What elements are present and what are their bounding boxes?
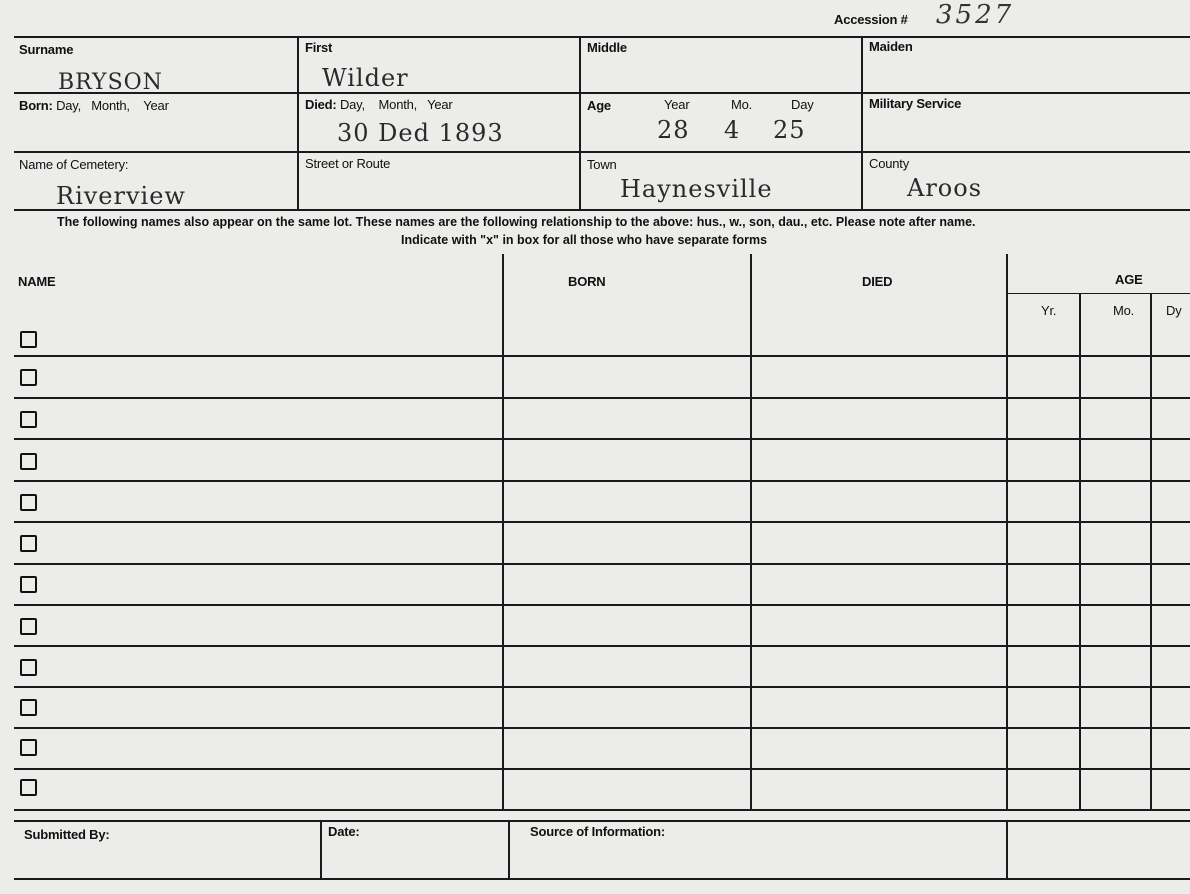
accession-label: Accession # <box>834 12 908 27</box>
row2-border <box>14 151 1190 153</box>
county-value: Aroos <box>907 174 983 202</box>
surname-label: Surname <box>19 42 74 57</box>
first-value: Wilder <box>322 64 409 92</box>
table-row-line <box>14 397 1190 399</box>
row1-border <box>14 92 1190 94</box>
died-column-header: DIED <box>862 274 893 289</box>
top-col-divider-3 <box>861 36 863 211</box>
born-sublabel: Day, Month, Year <box>56 98 169 113</box>
age-label: Age <box>587 98 611 113</box>
age-month-label: Mo. <box>731 97 753 112</box>
town-label: Town <box>587 157 617 172</box>
table-row-line <box>14 563 1190 565</box>
surname-value: BRYSON <box>58 70 163 95</box>
age-day-value: 25 <box>773 116 806 144</box>
separate-form-checkbox[interactable] <box>20 535 37 552</box>
table-row-line <box>14 438 1190 440</box>
military-service-label: Military Service <box>869 96 962 111</box>
died-sublabel: Day, Month, Year <box>339 97 453 112</box>
age-year-label: Year <box>664 97 690 112</box>
table-row-line <box>14 645 1190 647</box>
separate-form-checkbox[interactable] <box>20 494 37 511</box>
footer-top-border <box>14 820 1190 822</box>
age-month-value: 4 <box>724 116 741 144</box>
separate-form-checkbox[interactable] <box>20 411 37 428</box>
separate-form-checkbox[interactable] <box>20 576 37 593</box>
age-mo-header: Mo. <box>1113 303 1135 318</box>
age-year-value: 28 <box>657 116 690 144</box>
table-bottom-border <box>14 809 1190 811</box>
separate-form-checkbox[interactable] <box>20 331 37 348</box>
row3-border <box>14 209 1190 211</box>
street-label: Street or Route <box>305 156 391 171</box>
separate-form-checkbox[interactable] <box>20 659 37 676</box>
table-col-divider-yr <box>1079 293 1081 811</box>
table-row-line <box>14 727 1190 729</box>
form-top-border <box>14 36 1190 38</box>
age-column-header: AGE <box>1115 272 1143 287</box>
top-col-divider-2 <box>579 36 581 211</box>
footer-divider-2 <box>508 820 510 880</box>
table-row-line <box>14 686 1190 688</box>
cemetery-label: Name of Cemetery: <box>19 157 129 172</box>
table-row-line <box>14 604 1190 606</box>
separate-form-checkbox[interactable] <box>20 699 37 716</box>
separate-form-checkbox[interactable] <box>20 739 37 756</box>
cemetery-value: Riverview <box>56 182 186 210</box>
age-yr-header: Yr. <box>1041 303 1057 318</box>
maiden-label: Maiden <box>869 39 913 54</box>
separate-form-checkbox[interactable] <box>20 453 37 470</box>
county-label: County <box>869 156 909 171</box>
submitted-by-label: Submitted By: <box>24 827 110 842</box>
died-value: 30 Ded 1893 <box>337 119 504 147</box>
age-dy-header: Dy <box>1166 303 1182 318</box>
table-row-line <box>14 480 1190 482</box>
separate-form-checkbox[interactable] <box>20 369 37 386</box>
table-row-line <box>14 355 1190 357</box>
first-label: First <box>305 40 333 55</box>
name-column-header: NAME <box>18 274 56 289</box>
footer-divider-3 <box>1006 820 1008 880</box>
table-row-line <box>14 521 1190 523</box>
town-value: Haynesville <box>620 175 773 203</box>
accession-number: 3527 <box>936 0 1015 30</box>
source-of-information-label: Source of Information: <box>530 824 665 839</box>
age-day-label: Day <box>791 97 814 112</box>
born-label <box>19 98 169 113</box>
born-column-header: BORN <box>568 274 606 289</box>
died-label <box>305 97 453 112</box>
date-label: Date: <box>328 824 360 839</box>
instruction-line-2: Indicate with "x" in box for all those who have separate forms <box>401 233 768 247</box>
separate-form-checkbox[interactable] <box>20 779 37 796</box>
table-col-divider-mo <box>1150 293 1152 811</box>
died-label-main: Died: <box>305 97 337 112</box>
age-subheader-border <box>1006 293 1190 294</box>
born-label-main: Born: <box>19 98 53 113</box>
table-row-line <box>14 768 1190 770</box>
instruction-line-1: The following names also appear on the same lot. These names are the following relationship to the above: hus., w., son, dau., etc. Please note after name. <box>57 215 976 229</box>
top-col-divider-1 <box>297 36 299 211</box>
separate-form-checkbox[interactable] <box>20 618 37 635</box>
footer-bottom-border <box>14 878 1190 880</box>
footer-divider-1 <box>320 820 322 880</box>
middle-label: Middle <box>587 40 627 55</box>
